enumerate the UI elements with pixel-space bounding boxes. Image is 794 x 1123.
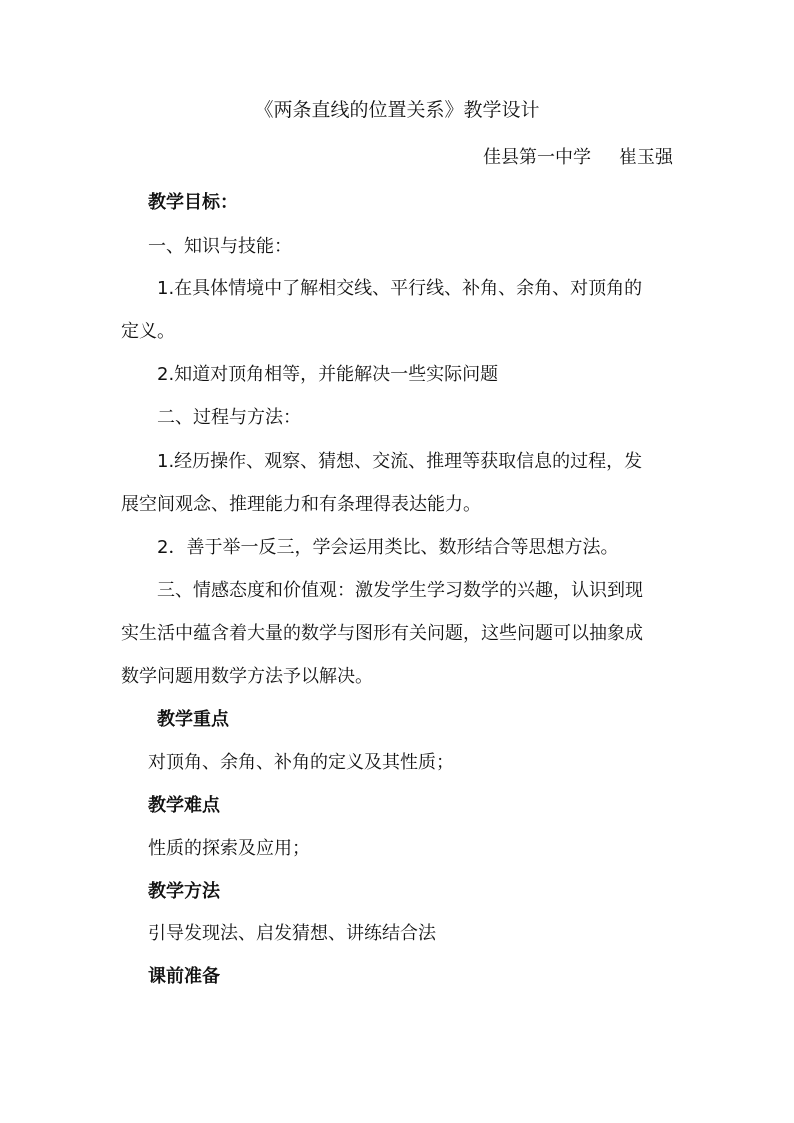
knowledge-heading: 一、知识与技能： <box>148 236 292 257</box>
knowledge-item2: 2.知道对顶角相等，并能解决一些实际问题 <box>157 364 499 385</box>
emotion-line1: 三、情感态度和价值观：激发学生学习数学的兴趣，认识到现 <box>157 580 643 601</box>
school-name: 佳县第一中学 <box>483 147 591 168</box>
process-heading: 二、过程与方法： <box>157 407 301 428</box>
process-item1-line1: 1.经历操作、观察、猜想、交流、推理等获取信息的过程，发 <box>157 451 643 472</box>
goals-heading: 教学目标： <box>148 192 238 213</box>
key-heading: 教学重点 <box>157 709 229 730</box>
process-item1-line2: 展空间观念、推理能力和有条理得表达能力。 <box>121 494 481 515</box>
emotion-line2: 实生活中蕴含着大量的数学与图形有关问题，这些问题可以抽象成 <box>121 623 643 644</box>
difficulty-text: 性质的探索及应用； <box>148 838 310 859</box>
document-title: 《两条直线的位置关系》教学设计 <box>254 99 540 121</box>
author-name: 崔玉强 <box>619 147 673 168</box>
process-item2: 2．善于举一反三，学会运用类比、数形结合等思想方法。 <box>157 537 619 558</box>
prep-heading: 课前准备 <box>148 966 220 987</box>
knowledge-item1-line1: 1.在具体情境中了解相交线、平行线、补角、余角、对顶角的 <box>157 278 643 299</box>
author-line <box>483 146 673 170</box>
key-text: 对顶角、余角、补角的定义及其性质； <box>148 752 454 773</box>
method-text: 引导发现法、启发猜想、讲练结合法 <box>148 923 436 944</box>
emotion-line3: 数学问题用数学方法予以解决。 <box>121 666 373 687</box>
knowledge-item1-line2: 定义。 <box>121 321 175 342</box>
method-heading: 教学方法 <box>148 881 220 902</box>
difficulty-heading: 教学难点 <box>148 795 220 816</box>
